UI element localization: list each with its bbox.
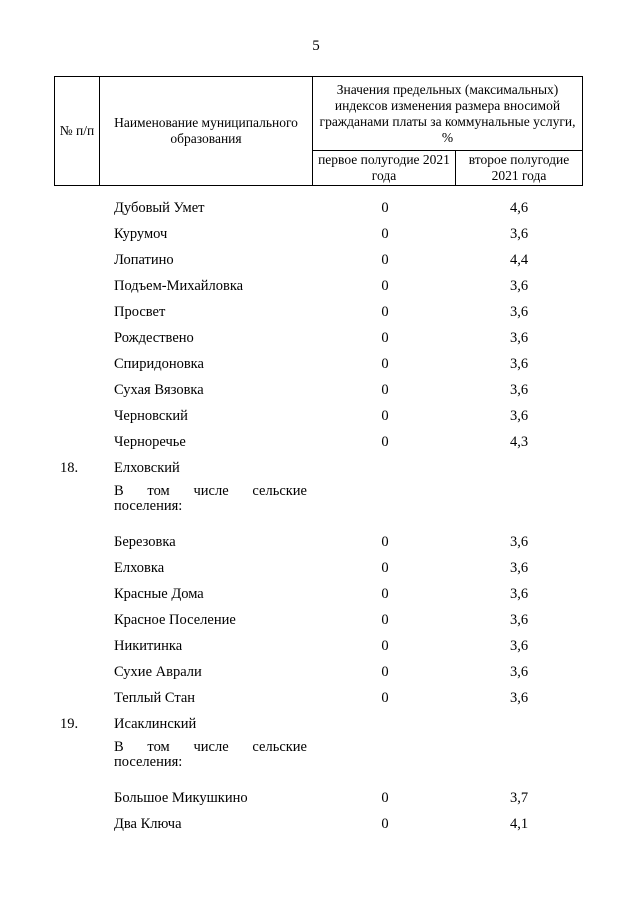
table-row bbox=[0, 686, 632, 712]
district-number: 18. bbox=[60, 460, 79, 476]
row-second-half: 3,6 bbox=[509, 330, 529, 346]
row-second-half: 3,6 bbox=[509, 304, 529, 320]
settlements-note bbox=[0, 482, 632, 530]
row-second-half: 3,6 bbox=[509, 382, 529, 398]
header-first-half: первое полугодие 2021 года bbox=[313, 151, 456, 186]
row-second-half: 3,6 bbox=[509, 534, 529, 550]
table-row bbox=[0, 378, 632, 404]
row-second-half: 3,6 bbox=[509, 408, 529, 424]
row-name: Красные Дома bbox=[114, 586, 204, 602]
district-name: Исаклинский bbox=[114, 716, 197, 732]
table-row bbox=[0, 608, 632, 634]
row-second-half: 3,6 bbox=[509, 278, 529, 294]
page-number: 5 bbox=[312, 38, 320, 54]
table-row bbox=[0, 326, 632, 352]
row-name: Два Ключа bbox=[114, 816, 182, 832]
row-name: Просвет bbox=[114, 304, 166, 320]
row-name: Черновский bbox=[114, 408, 188, 424]
table-row bbox=[0, 660, 632, 686]
row-second-half: 4,4 bbox=[509, 252, 529, 268]
row-first-half: 0 bbox=[381, 278, 389, 294]
row-name: Красное Поселение bbox=[114, 612, 236, 628]
settlements-note-text: В том числе сельские поселения: bbox=[114, 483, 307, 514]
row-first-half: 0 bbox=[381, 252, 389, 268]
row-second-half: 4,1 bbox=[509, 816, 529, 832]
header-second-half: второе полугодие 2021 года bbox=[456, 151, 583, 186]
row-first-half: 0 bbox=[381, 638, 389, 654]
row-second-half: 3,6 bbox=[509, 560, 529, 576]
row-name: Теплый Стан bbox=[114, 690, 196, 706]
table-row bbox=[0, 786, 632, 812]
row-first-half: 0 bbox=[381, 586, 389, 602]
row-second-half: 4,3 bbox=[509, 434, 529, 450]
table-body bbox=[0, 196, 632, 838]
row-first-half: 0 bbox=[381, 816, 389, 832]
district-number: 19. bbox=[60, 716, 79, 732]
row-second-half: 3,6 bbox=[509, 612, 529, 628]
row-first-half: 0 bbox=[381, 434, 389, 450]
row-first-half: 0 bbox=[381, 226, 389, 242]
row-name: Сухая Вязовка bbox=[114, 382, 204, 398]
district-row bbox=[0, 712, 632, 738]
row-first-half: 0 bbox=[381, 790, 389, 806]
row-second-half: 3,6 bbox=[509, 586, 529, 602]
row-first-half: 0 bbox=[381, 612, 389, 628]
table-row bbox=[0, 300, 632, 326]
table-row bbox=[0, 430, 632, 456]
row-first-half: 0 bbox=[381, 356, 389, 372]
row-name: Рождествено bbox=[114, 330, 194, 346]
row-first-half: 0 bbox=[381, 534, 389, 550]
settlements-note bbox=[0, 738, 632, 786]
row-name: Лопатино bbox=[114, 252, 174, 268]
row-name: Курумоч bbox=[114, 226, 168, 242]
row-first-half: 0 bbox=[381, 408, 389, 424]
row-name: Дубовый Умет bbox=[114, 200, 205, 216]
row-name: Черноречье bbox=[114, 434, 186, 450]
table-row bbox=[0, 634, 632, 660]
row-first-half: 0 bbox=[381, 304, 389, 320]
table-row bbox=[0, 352, 632, 378]
table-row bbox=[0, 812, 632, 838]
table-header bbox=[54, 76, 583, 186]
table-row bbox=[0, 404, 632, 430]
row-second-half: 3,6 bbox=[509, 690, 529, 706]
row-first-half: 0 bbox=[381, 664, 389, 680]
row-name: Никитинка bbox=[114, 638, 183, 654]
row-second-half: 3,6 bbox=[509, 226, 529, 242]
row-first-half: 0 bbox=[381, 560, 389, 576]
district-elkhovsky bbox=[0, 456, 632, 712]
header-num: № п/п bbox=[55, 77, 100, 186]
row-name: Елховка bbox=[114, 560, 165, 576]
table-row bbox=[0, 222, 632, 248]
header-group: Значения предельных (максимальных) индексов изменения размера вносимой гражданами платы за коммунальные услуги, % bbox=[313, 77, 583, 151]
row-name: Березовка bbox=[114, 534, 176, 550]
district-row bbox=[0, 456, 632, 482]
row-second-half: 3,6 bbox=[509, 638, 529, 654]
row-second-half: 4,6 bbox=[509, 200, 529, 216]
table-row bbox=[0, 274, 632, 300]
table-row bbox=[0, 556, 632, 582]
settlement-list bbox=[0, 196, 632, 456]
settlements-note-text: В том числе сельские поселения: bbox=[114, 739, 307, 770]
row-second-half: 3,6 bbox=[509, 356, 529, 372]
row-first-half: 0 bbox=[381, 200, 389, 216]
row-name: Большое Микушкино bbox=[114, 790, 248, 806]
table-row bbox=[0, 248, 632, 274]
district-isaklinsky bbox=[0, 712, 632, 838]
row-name: Сухие Аврали bbox=[114, 664, 202, 680]
row-first-half: 0 bbox=[381, 330, 389, 346]
row-first-half: 0 bbox=[381, 690, 389, 706]
table-row bbox=[0, 196, 632, 222]
table-row bbox=[0, 582, 632, 608]
row-second-half: 3,7 bbox=[509, 790, 529, 806]
row-first-half: 0 bbox=[381, 382, 389, 398]
header-name: Наименование муниципального образования bbox=[100, 77, 313, 186]
row-name: Спиридоновка bbox=[114, 356, 204, 372]
row-second-half: 3,6 bbox=[509, 664, 529, 680]
table-row bbox=[0, 530, 632, 556]
district-name: Елховский bbox=[114, 460, 180, 476]
row-name: Подъем-Михайловка bbox=[114, 278, 244, 294]
